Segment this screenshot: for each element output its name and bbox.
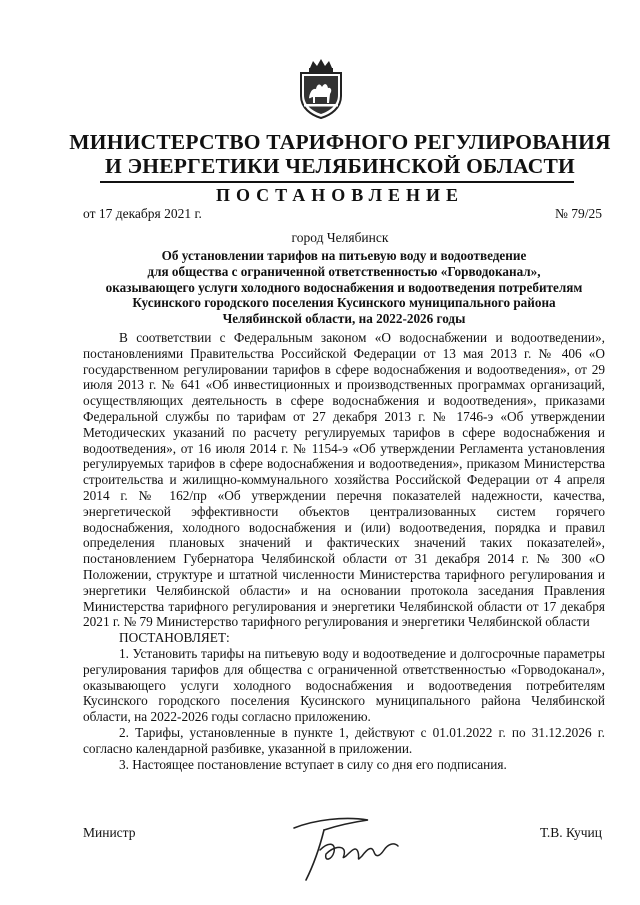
clause-1: 1. Установить тарифы на питьевую воду и водоотведение и долгосрочные параметры регулирования тарифов для общества с ограниченной ответственностью «Горводоканал», оказывающего услуги холодного водоснабжения и водоотведения потребителям Кусинского городского поселения Кусинского муниципального района Челябинской области, на 2022-2026 годы согласно приложению. (83, 645, 605, 725)
document-city: город Челябинск (291, 230, 389, 245)
document-number: № 79/25 (554, 206, 602, 221)
handwritten-signature-icon (284, 806, 414, 886)
coat-of-arms-icon (296, 58, 346, 120)
document-date: от 17 декабря 2021 г. (83, 206, 202, 221)
document-body (83, 330, 605, 772)
signatory-position: Министр (83, 825, 136, 840)
ministry-title-line2: И ЭНЕРГЕТИКИ ЧЕЛЯБИНСКОЙ ОБЛАСТИ (105, 154, 575, 178)
document-type: ПОСТАНОВЛЕНИЕ (215, 185, 465, 205)
document-subject (83, 248, 605, 327)
preamble-paragraph: В соответствии с Федеральным законом «О водоснабжении и водоотведении», постановлениями Правительства Российской Федерации от 13 мая 2013 г. № 406 «О государственном регулировании тарифов в сфере водоснабжения и водоотведения», от 29 июля 2013 г. № 641 «Об инвестиционных и производственных программах организаций, осуществляющих деятельность в сфере водоснабжения и водоотведения», приказами Федеральной службы по тарифам от 27 декабря 2013 г. № 1746-э «Об утверждении Методических указаний по расчету регулируемых тарифов в сфере водоснабжения и водоотведения», от 16 июля 2014 г. № 1154-э «Об утверждении Регламента установления регулируемых тарифов в сфере водоснабжения и водоотведения», приказом Министерства строительства и жилищно-коммунального хозяйства Российской Федерации от 4 апреля 2014 г. № 162/пр «Об утверждении перечня показателей надежности, качества, энергетической эффективности объектов централизованных систем горячего водоснабжения, холодного водоснабжения и (или) водоотведения, порядка и правил определения плановых значений и фактических значений таких показателей», постановлением Губернатора Челябинской области от 31 декабря 2014 г. № 300 «О Положении, структуре и штатной численности Министерства тарифного регулирования и энергетики Челябинской области» и на основании протокола заседания Правления Министерства тарифного регулирования и энергетики Челябинской области от 17 декабря 2021 г. № 79 Министерство тарифного регулирования и энергетики Челябинской области (83, 330, 605, 630)
resolves-heading: ПОСТАНОВЛЯЕТ: (119, 630, 230, 646)
subject-line: Челябинской области, на 2022-2026 годы (222, 311, 466, 327)
subject-line: Кусинского городского поселения Кусинского муниципального района (132, 295, 556, 311)
subject-line: Об установлении тарифов на питьевую воду и водоотведение (161, 248, 527, 263)
clause-2: 2. Тарифы, установленные в пункте 1, действуют с 01.01.2022 г. по 31.12.2026 г. согласно календарной разбивке, указанной в приложении. (83, 724, 605, 756)
subject-line: для общества с ограниченной ответственностью «Горводоканал», (147, 263, 541, 279)
subject-line: оказывающего услуги холодного водоснабжения и водоотведения потребителям (105, 279, 583, 295)
clause-3: 3. Настоящее постановление вступает в силу со дня его подписания. (119, 756, 507, 772)
ministry-title-line1: МИНИСТЕРСТВО ТАРИФНОГО РЕГУЛИРОВАНИЯ (69, 130, 611, 154)
signatory-name: Т.В. Кучиц (539, 825, 602, 840)
header-divider (100, 181, 574, 183)
